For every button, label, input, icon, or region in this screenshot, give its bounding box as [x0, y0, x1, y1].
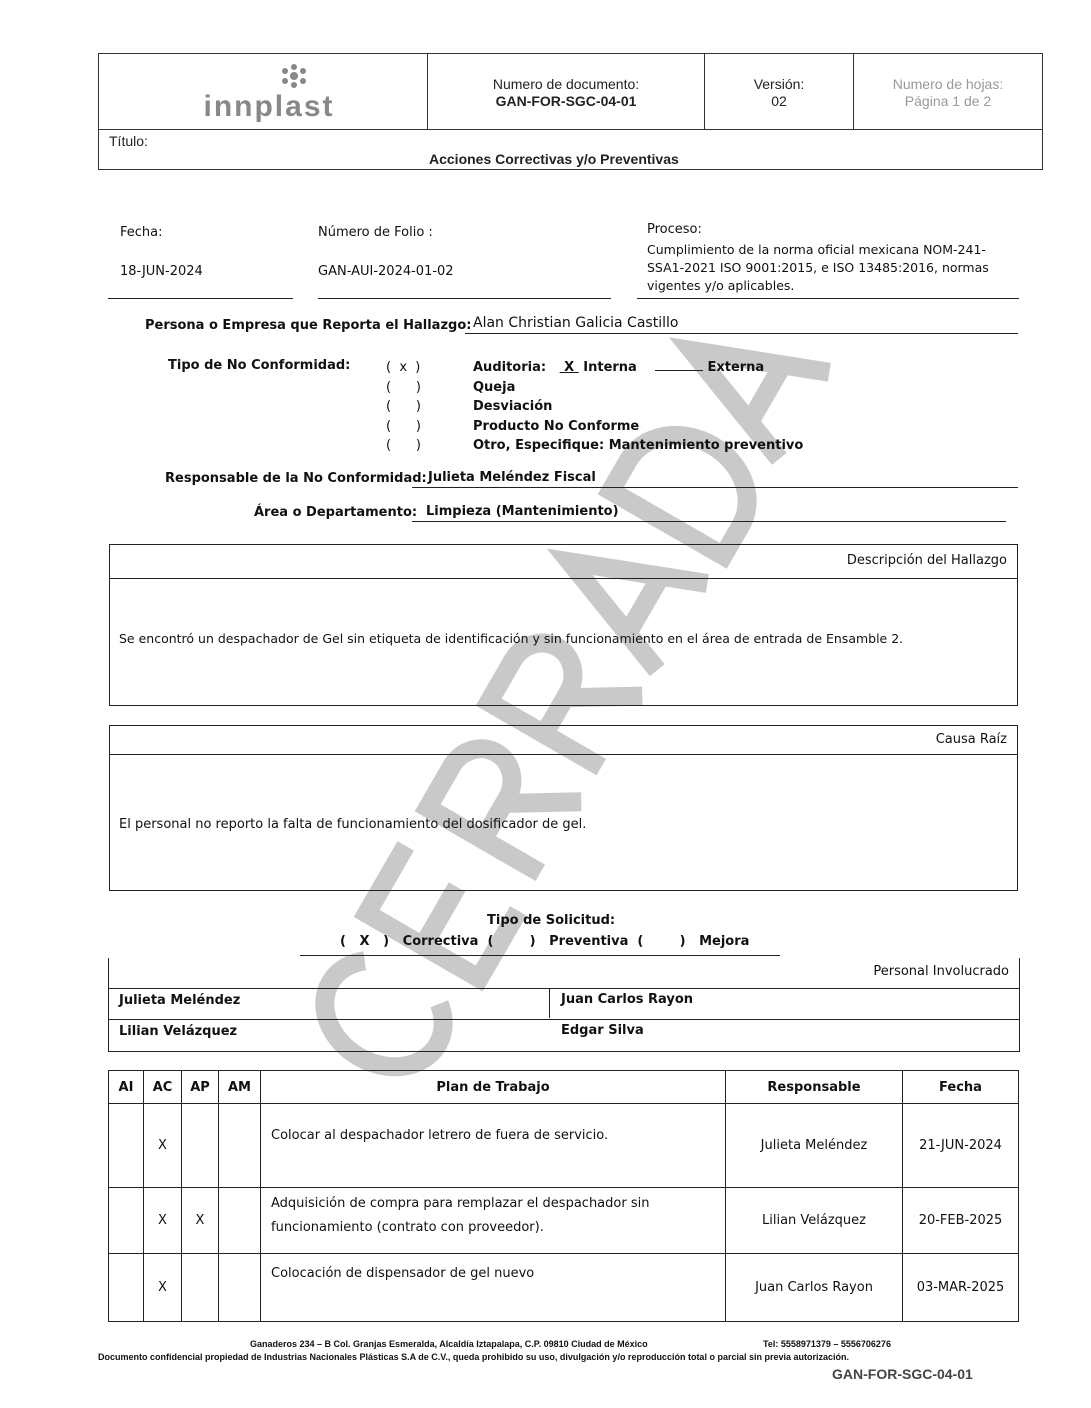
- interna-label: Interna: [583, 360, 637, 375]
- cell-responsable: Lilian Velázquez: [726, 1188, 903, 1254]
- externa-label: Externa: [707, 360, 765, 375]
- footer-confidential: Documento confidencial propiedad de Industrias Nacionales Plásticas S.A de C.V., queda prohibido su uso, divulgación y/o reproducción total o parcial sin previa autorización.: [98, 1352, 849, 1362]
- personal-name: Lilian Velázquez: [119, 1024, 238, 1039]
- checkbox-producto[interactable]: ( ): [386, 418, 421, 434]
- descripcion-text: Se encontró un despachador de Gel sin etiqueta de identificación y sin funcionamiento en el área de entrada de Ensamble 2.: [119, 631, 904, 646]
- version-label: Versión:: [753, 76, 805, 92]
- sheets-cell: [853, 53, 1043, 130]
- area-label: Área o Departamento:: [254, 505, 418, 520]
- no-conformidad-label: Tipo de No Conformidad:: [168, 358, 351, 373]
- proceso-value: Cumplimiento de la norma oficial mexicana NOM-241-SSA1-2021 ISO 9001:2015, e ISO 13485:2016, normas vigentes y/o aplicables.: [647, 242, 989, 293]
- plan-header-row: [109, 1071, 1019, 1104]
- causa-text: El personal no reporto la falta de funcionamiento del dosificador de gel.: [119, 817, 587, 832]
- cell-am: [219, 1188, 261, 1254]
- flower-logo-icon: [279, 62, 309, 90]
- checkbox-mejora[interactable]: ( ): [637, 934, 686, 949]
- document-header: [98, 53, 1043, 170]
- proceso-label: Proceso:: [647, 222, 702, 237]
- solicitud-options: [340, 934, 749, 950]
- personal-name: Edgar Silva: [561, 1023, 644, 1038]
- checkbox-preventiva[interactable]: ( ): [487, 934, 536, 949]
- interna-mark[interactable]: X: [564, 360, 575, 375]
- descripcion-title: Descripción del Hallazgo: [846, 553, 1007, 568]
- title-label: Título:: [109, 133, 148, 149]
- causa-box: [109, 725, 1018, 891]
- option-producto: Producto No Conforme: [473, 418, 640, 434]
- checkbox-queja[interactable]: ( ): [386, 379, 421, 395]
- cell-fecha: 20-FEB-2025: [903, 1188, 1019, 1254]
- area-value: Limpieza (Mantenimiento): [426, 504, 619, 519]
- header-am: AM: [219, 1071, 261, 1104]
- reporta-value: Alan Christian Galicia Castillo: [473, 315, 679, 331]
- personal-title: Personal Involucrado: [873, 964, 1009, 979]
- header-responsable: Responsable: [726, 1071, 903, 1104]
- option-correctiva: Correctiva: [402, 934, 479, 949]
- folio-label: Número de Folio :: [318, 225, 433, 240]
- option-mejora: Mejora: [699, 934, 750, 949]
- table-row: [109, 1254, 1019, 1322]
- causa-title: Causa Raíz: [935, 732, 1007, 747]
- checkbox-desviacion[interactable]: ( ): [386, 399, 421, 414]
- cell-ac: X: [144, 1188, 182, 1254]
- checkbox-auditoria[interactable]: ( x ): [386, 360, 421, 375]
- checkbox-otro[interactable]: ( ): [386, 438, 421, 453]
- externa-mark[interactable]: [655, 370, 703, 371]
- solicitud-label: Tipo de Solicitud:: [487, 913, 616, 928]
- personal-box: [108, 958, 1020, 1052]
- doc-number-cell: [427, 53, 705, 130]
- header-ac: AC: [144, 1071, 182, 1104]
- cell-ac: X: [144, 1104, 182, 1188]
- footer-code: GAN-FOR-SGC-04-01: [832, 1366, 973, 1382]
- table-row: [109, 1188, 1019, 1254]
- cell-ap: [182, 1254, 219, 1322]
- cell-plan: Adquisición de compra para remplazar el despachador sin funcionamiento (contrato con proveedor).: [261, 1188, 726, 1254]
- cell-ai: [109, 1104, 144, 1188]
- title-cell: [98, 129, 1043, 170]
- footer-phone: Tel: 5558971379 – 5556706276: [763, 1339, 891, 1349]
- option-otro: Otro, Especifique: Mantenimiento preventivo: [473, 438, 804, 453]
- header-plan: Plan de Trabajo: [261, 1071, 726, 1104]
- cell-fecha: 03-MAR-2025: [903, 1254, 1019, 1322]
- cell-am: [219, 1104, 261, 1188]
- reporta-label: Persona o Empresa que Reporta el Hallazgo:: [145, 318, 472, 333]
- responsable-value: Julieta Meléndez Fiscal: [428, 470, 596, 485]
- version-cell: [704, 53, 854, 130]
- header-ai: AI: [109, 1071, 144, 1104]
- option-preventiva: Preventiva: [549, 934, 629, 949]
- cell-am: [219, 1254, 261, 1322]
- descripcion-box: [109, 544, 1018, 706]
- option-queja: Queja: [473, 379, 516, 395]
- table-row: [109, 1104, 1019, 1188]
- cell-responsable: Juan Carlos Rayon: [726, 1254, 903, 1322]
- cell-ac: X: [144, 1254, 182, 1322]
- personal-name: Juan Carlos Rayon: [561, 992, 694, 1007]
- fecha-label: Fecha:: [120, 225, 163, 240]
- cell-ap: [182, 1104, 219, 1188]
- no-conformidad-checkboxes: [386, 358, 421, 456]
- no-conformidad-options: [473, 358, 803, 456]
- responsable-label: Responsable de la No Conformidad:: [165, 471, 427, 486]
- cell-ai: [109, 1254, 144, 1322]
- option-auditoria: Auditoria:: [473, 360, 547, 375]
- folio-value: GAN-AUI-2024-01-02: [318, 264, 454, 279]
- fecha-value: 18-JUN-2024: [120, 264, 203, 279]
- cell-ai: [109, 1188, 144, 1254]
- footer-address: Ganaderos 234 – B Col. Granjas Esmeralda, Alcaldía Iztapalapa, C.P. 09810 Ciudad de México: [250, 1339, 648, 1349]
- checkbox-correctiva[interactable]: ( X ): [340, 934, 390, 949]
- document-title: Acciones Correctivas y/o Preventivas: [429, 151, 679, 167]
- doc-number-label: Numero de documento:: [492, 76, 640, 92]
- version-value: 02: [771, 93, 787, 109]
- cell-plan: Colocación de dispensador de gel nuevo: [261, 1254, 726, 1322]
- header-fecha: Fecha: [903, 1071, 1019, 1104]
- cell-plan: Colocar al despachador letrero de fuera de servicio.: [261, 1104, 726, 1188]
- logo-text: innplast: [203, 90, 335, 123]
- plan-table: [108, 1070, 1019, 1322]
- logo-cell: [98, 53, 428, 130]
- sheets-label: Numero de hojas:: [892, 76, 1004, 92]
- sheets-value: Página 1 de 2: [904, 93, 992, 109]
- header-ap: AP: [182, 1071, 219, 1104]
- cell-ap: X: [182, 1188, 219, 1254]
- cell-fecha: 21-JUN-2024: [903, 1104, 1019, 1188]
- option-desviacion: Desviación: [473, 399, 553, 414]
- cell-responsable: Julieta Meléndez: [726, 1104, 903, 1188]
- company-logo: [179, 62, 359, 126]
- personal-name: Julieta Meléndez: [119, 993, 241, 1008]
- doc-number: GAN-FOR-SGC-04-01: [495, 93, 637, 109]
